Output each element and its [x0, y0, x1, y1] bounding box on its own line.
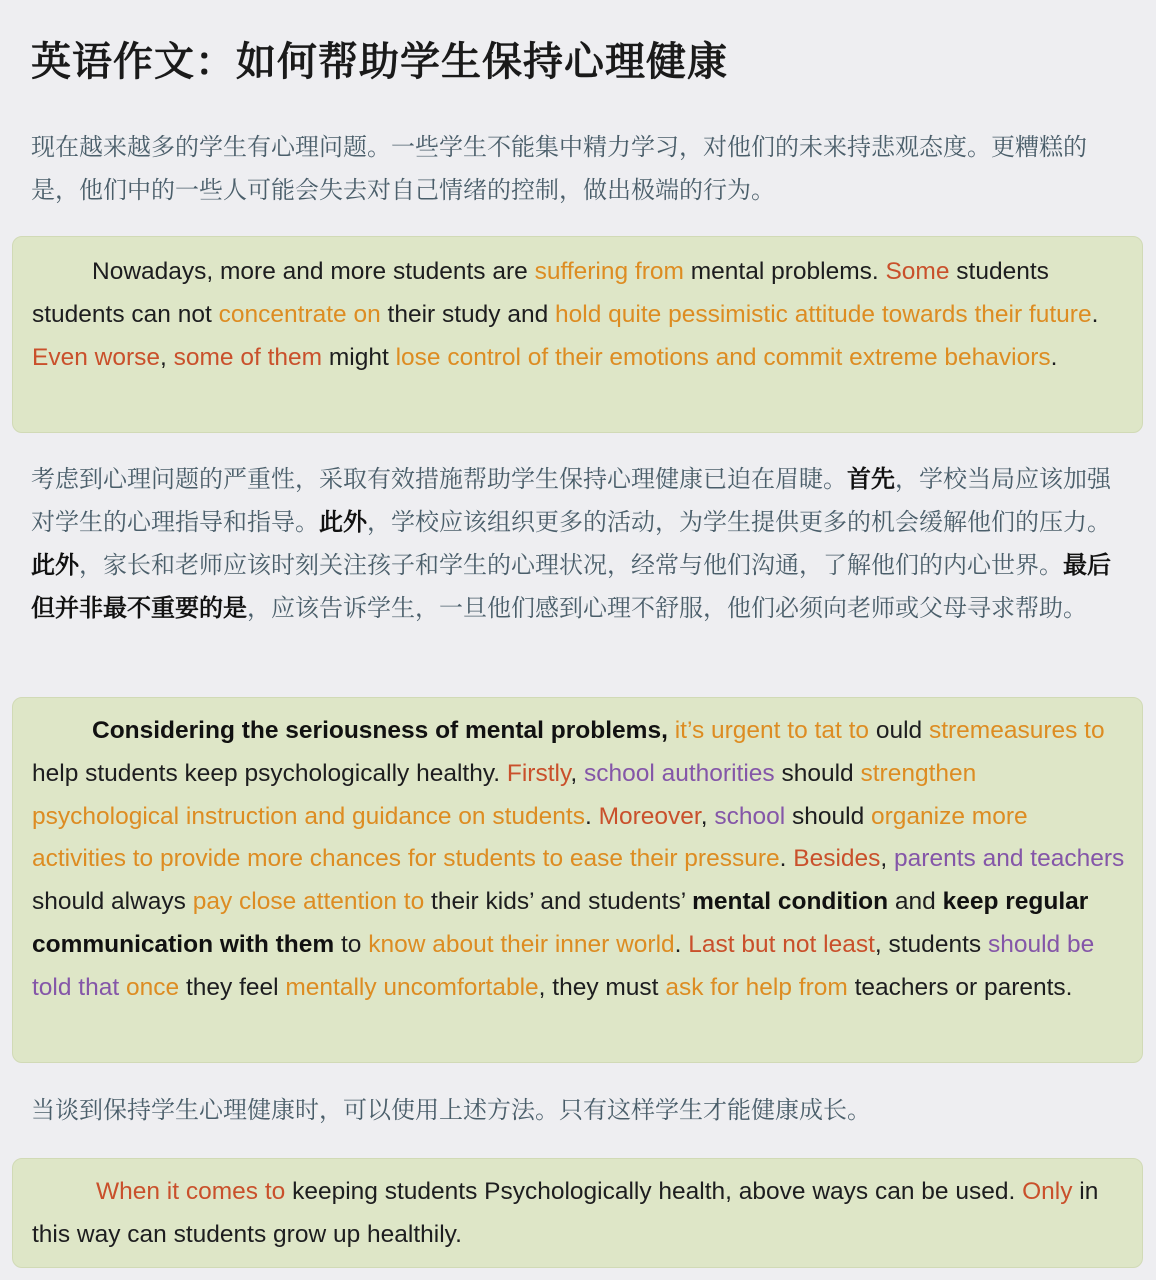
p1_en-run: Some: [885, 258, 950, 285]
p2_en-run: their kids’ and students’: [424, 888, 693, 916]
paragraph-1-english-card: [12, 236, 1143, 433]
p2_en-run: ,: [700, 802, 715, 830]
paragraph-3-chinese: 当谈到保持学生心理健康时，可以使用上述方法。只有这样学生才能健康成长。: [31, 1096, 871, 1124]
p2_en-run: school authorities: [584, 759, 775, 787]
p1_en-run: Even worse: [32, 343, 161, 371]
p1_en-run: hold quite pessimistic attitude towards their future: [555, 300, 1092, 328]
p2_en-run: to: [334, 930, 369, 958]
p3_en-run: Only: [1022, 1178, 1073, 1205]
p2_en-run: organize more activities to provide more chances for students to ease their pressure: [32, 802, 1028, 873]
p2_en-run: ,: [661, 717, 675, 744]
p2_en-run: and: [888, 888, 943, 916]
p2_zh-run: 最后但并非最不重要的是: [31, 551, 1111, 622]
p1_en-run: Nowadays, more and more students are: [92, 258, 535, 285]
p1_en-run: .: [1091, 300, 1099, 328]
p3_en-run: When it comes to: [96, 1178, 286, 1205]
p1_en-run: concentrate on: [218, 300, 381, 328]
paragraph-3-english: [32, 1171, 1128, 1257]
p2_en-run: should always: [32, 888, 193, 916]
p2_en-run: they feel: [179, 973, 286, 1001]
p1_en-run: mental problems.: [683, 258, 886, 285]
p2_en-run: .: [584, 802, 599, 830]
p2_en-run: ,: [570, 759, 584, 787]
p2_zh-run: 首先: [847, 465, 895, 493]
p3_en-run: in this way can students grow up healthily.: [32, 1178, 1099, 1248]
p2_en-run: keep regular communication with them: [32, 888, 1089, 958]
p1_en-run: some of them: [173, 343, 323, 371]
p2_en-run: teachers or parents.: [847, 973, 1073, 1001]
paragraph-1-chinese: 现在越来越多的学生有心理问题。一些学生不能集中精力学习，对他们的未来持悲观态度。更糟糕的是，他们中的一些人可能会失去对自己情绪的控制，做出极端的行为。: [31, 133, 1087, 204]
p2_en-run: , they must: [538, 973, 666, 1001]
p1_en-run: their study and: [380, 300, 556, 328]
p2_en-run: Considering the seriousness of mental: [92, 717, 551, 744]
p3_en-run: keeping students Psychologically health, above ways can be used.: [285, 1178, 1023, 1205]
paragraph-1-english: [32, 251, 1128, 379]
p2_en-run: problems: [550, 717, 662, 744]
p2_en-run: Last but not least: [688, 930, 875, 958]
p2_zh-run: 考虑到心理问题的严重性，采取有效措施帮助学生保持心理健康已迫在眉睫。: [31, 465, 847, 493]
p2_en-run: know about their inner world: [368, 930, 675, 958]
p2_en-run: , students: [874, 930, 988, 958]
article-title: 英语作文：如何帮助学生保持心理健康: [31, 39, 728, 85]
p2_en-run: Besides: [793, 845, 881, 873]
paragraph-2-english: [32, 710, 1128, 1010]
p2_en-run: once: [126, 973, 180, 1001]
p2_en-run: .: [779, 845, 794, 873]
p2_en-run: should be told that: [32, 930, 1095, 1001]
p2_en-run: Firstly: [506, 759, 571, 787]
p1_en-run: ,: [160, 343, 174, 371]
p2_zh-run: 此外: [31, 551, 79, 579]
p2_en-run: pay close attention to: [192, 888, 425, 916]
paragraph-2-chinese: [31, 458, 1131, 630]
p2_en-run: .: [674, 930, 689, 958]
p2_en-run: school: [714, 802, 786, 830]
p2_zh-run: 此外: [319, 508, 367, 536]
p2_en-run: strengthen psychological instruction and guidance on students: [32, 759, 977, 830]
p2_zh-run: ，学校当局应该加强对学生的心理指导和指导。: [31, 465, 1111, 536]
paragraph-2-english-card: [12, 697, 1143, 1063]
p2_en-run: Moreover: [598, 802, 701, 830]
p2_en-run: tat to: [814, 717, 870, 744]
p2_zh-run: ，应该告诉学生，一旦他们感到心理不舒服，他们必须向老师或父母寻求帮助。: [247, 594, 1087, 622]
p2_en-run: help students keep psychologically healthy.: [32, 759, 507, 787]
p2_en-run: should: [774, 759, 861, 787]
p2_en-run: stre: [928, 717, 970, 744]
p2_en-run: ask for help from: [665, 973, 848, 1001]
p2_en-run: ,: [880, 845, 895, 873]
p2_en-run: mental condition: [692, 888, 889, 916]
p2_en-run: it’s urgent to: [674, 717, 815, 744]
p2_en-run: measures to: [969, 717, 1105, 744]
p2_en-run: ould: [869, 717, 929, 744]
p1_en-run: students students can not: [32, 258, 1049, 328]
p1_en-run: .: [1050, 343, 1058, 371]
p1_en-run: might: [322, 343, 396, 371]
p2_en-run: mentally uncomfortable: [285, 973, 539, 1001]
p1_en-run: lose control of their emotions and commit extreme behaviors: [395, 343, 1051, 371]
p1_en-run: suffering from: [534, 258, 684, 285]
p2_zh-run: ，学校应该组织更多的活动，为学生提供更多的机会缓解他们的压力。: [367, 508, 1111, 536]
p2_en-run: [119, 974, 126, 1001]
paragraph-3-english-card: [12, 1158, 1143, 1268]
p2_en-run: parents and teachers: [894, 845, 1125, 873]
p2_en-run: should: [785, 802, 872, 830]
p2_zh-run: ，家长和老师应该时刻关注孩子和学生的心理状况，经常与他们沟通，了解他们的内心世界。: [79, 551, 1063, 579]
